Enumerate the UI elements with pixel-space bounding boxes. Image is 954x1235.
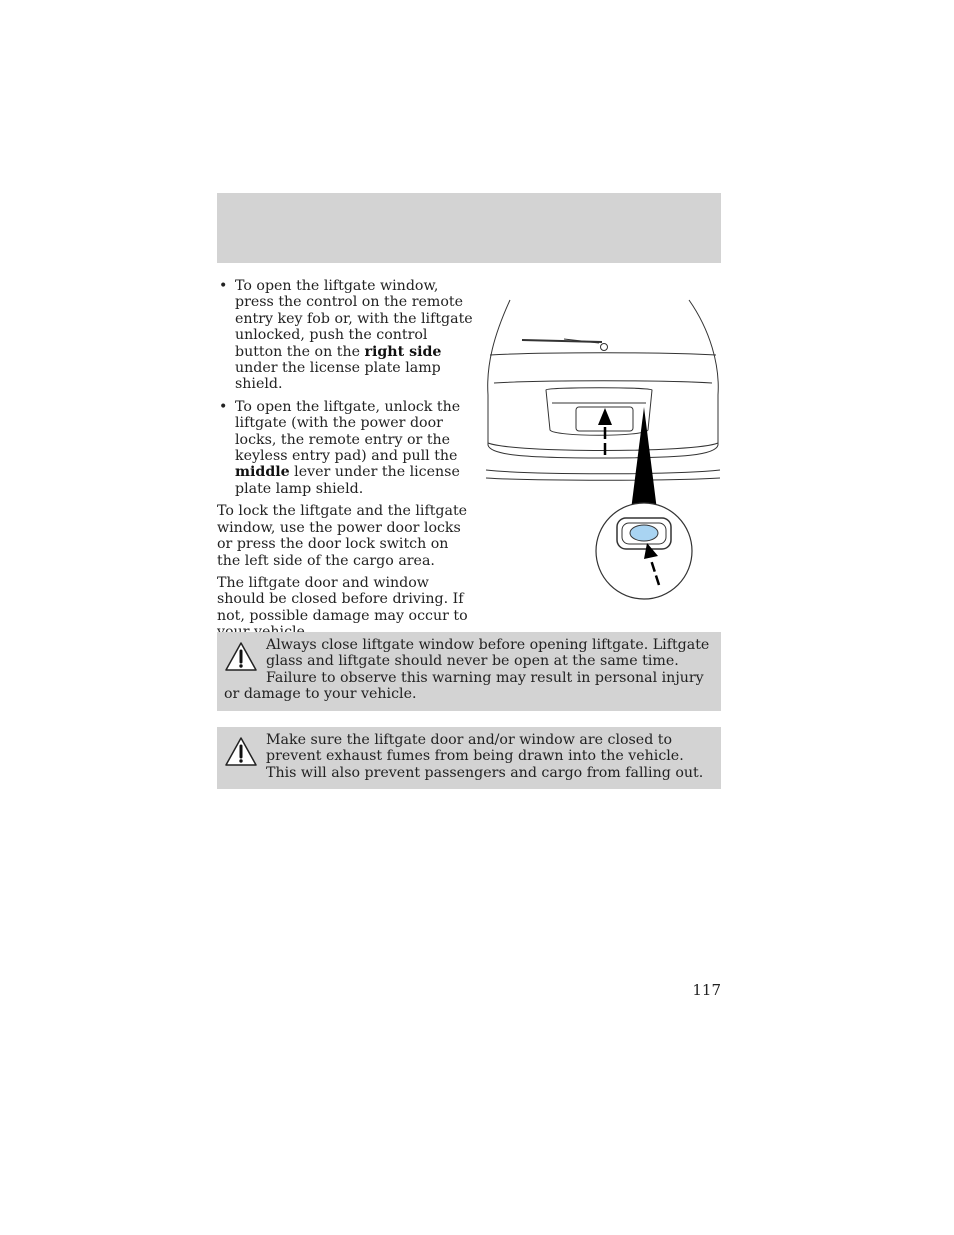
warning-text: Always close liftgate window before opening liftgate. Liftgate glass and liftgate should never be open at the same time. Failure to observe this warning may result in personal injury or damage to your vehicle. [224,637,710,703]
paragraph-lock-liftgate: To lock the liftgate and the liftgate window, use the power door locks or press the door lock switch on the left side of the cargo area. [217,503,468,569]
bullet-text: lever under the license plate lamp shield. [235,464,460,497]
bullet-emphasis-right-side: right side [364,343,442,360]
bullet-text: To open the liftgate window, press the control on the remote entry key fob or, with the liftgate unlocked, push the control button the on the [235,278,473,360]
warning-box-exhaust-fumes [217,727,721,789]
magnifier-wedge [631,407,657,510]
body-text-column [217,278,475,647]
bullet-symbol: • [219,398,228,415]
warning-triangle-icon [224,640,258,674]
pointer-arrow-head [598,408,612,425]
bullet-symbol: • [219,278,228,294]
warning-box-liftgate-window [217,632,721,711]
bumper-lower-line [486,478,720,480]
bullet-item-open-liftgate [217,399,475,497]
bullet-item-open-window [217,278,475,393]
warning-triangle-icon [224,735,258,769]
bumper-top-line [488,443,718,451]
bullet-text: To open the liftgate, unlock the liftgate (with the power door locks, the remote entry or the keyless entry pad) and pull the [235,398,461,465]
bullet-list [217,278,475,497]
warning-text: Make sure the liftgate door and/or window are closed to prevent exhaust fumes from being drawn into the vehicle. This will also prevent passengers and cargo from falling out. [266,732,704,781]
bumper-line [486,470,720,474]
paragraph-close-before-driving: The liftgate door and window should be closed before driving. If not, possible damage may occur to [217,574,468,624]
control-button-highlight [630,525,658,541]
header-band [217,193,721,263]
license-plate-recess [546,388,652,436]
liftgate-body-outline [488,300,719,458]
page-number: 117 [692,981,721,999]
bullet-text: under the license plate lamp shield. [235,360,441,393]
glass-edge-line [490,353,716,355]
body-crease-line [494,381,712,383]
bullet-emphasis-middle: middle [235,464,290,481]
wiper-pivot [601,344,608,351]
liftgate-illustration [484,295,724,600]
